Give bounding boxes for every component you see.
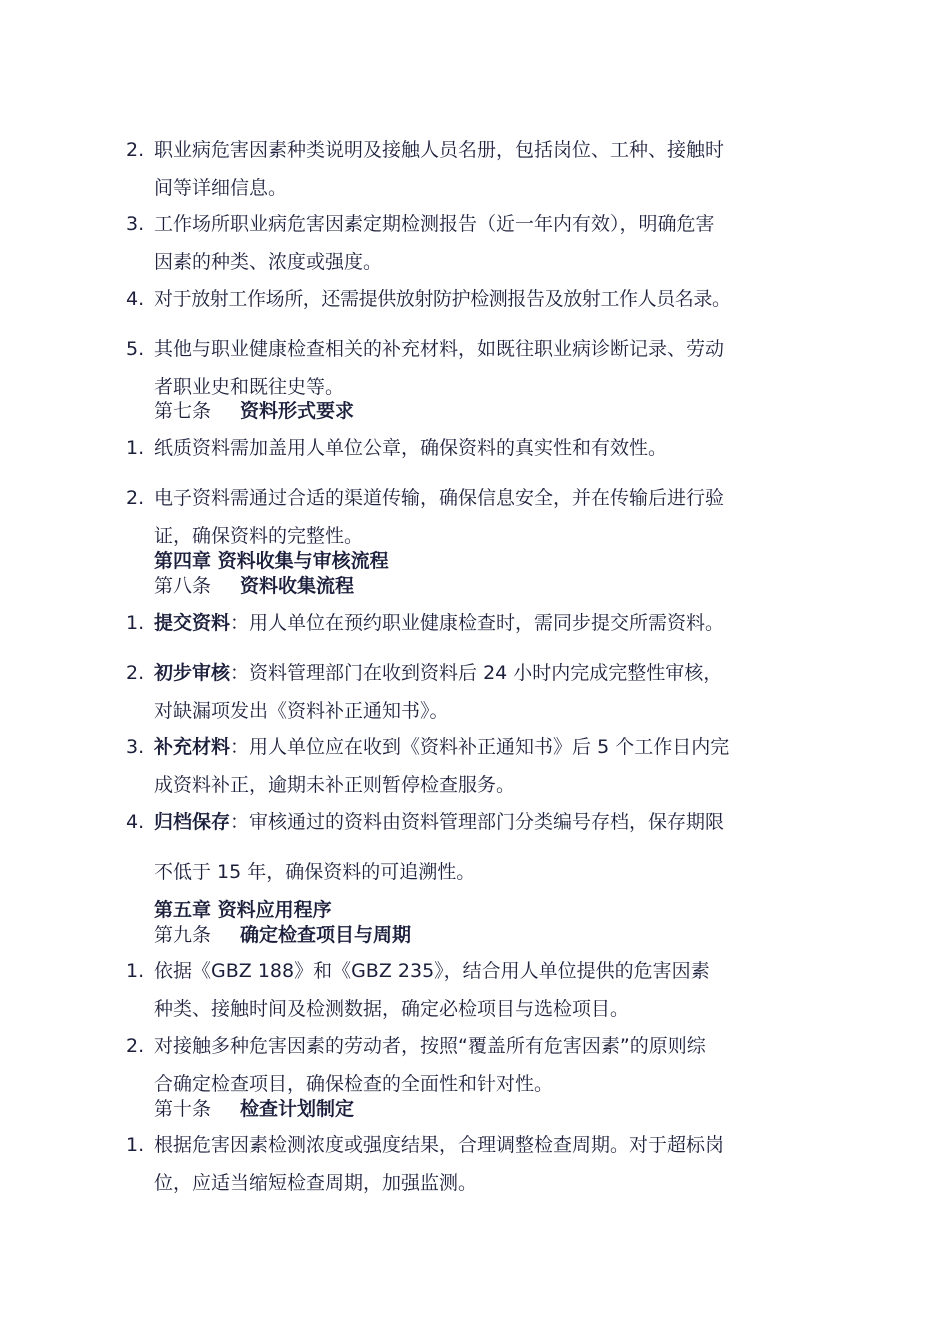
bold-term: 补充材料 [154, 736, 231, 758]
text-line: 对于放射工作场所，还需提供放射防护检测报告及放射工作人员名录。 [154, 288, 731, 310]
list-item-text [154, 654, 814, 730]
text-line: 成资料补正，逾期未补正则暂停检查服务。 [154, 774, 516, 796]
article-heading [154, 922, 411, 948]
list-number: 3. [126, 213, 145, 235]
article-heading [154, 573, 354, 599]
text-line: 证，确保资料的完整性。 [154, 525, 364, 547]
list-item-text [154, 1027, 814, 1103]
text-line: 种类、接触时间及检测数据，确定必检项目与选检项目。 [154, 998, 630, 1020]
list-number: 1. [126, 960, 145, 982]
text-line: 者职业史和既往史等。 [154, 376, 345, 398]
text-line: 审核通过的资料由资料管理部门分类编号存档，保存期限 [249, 811, 725, 833]
list-number: 4. [126, 811, 145, 833]
list-number: 4. [126, 288, 145, 310]
text-line: 工作场所职业病危害因素定期检测报告（近一年内有效），明确危害 [154, 213, 715, 235]
article-heading [154, 1096, 354, 1122]
list-number: 3. [126, 736, 145, 758]
text-line: 位，应适当缩短检查周期，加强监测。 [154, 1172, 478, 1194]
article-title: 检查计划制定 [240, 1098, 355, 1120]
list-item-text [154, 604, 814, 642]
text-line: 依据《GBZ 188》和《GBZ 235》，结合用人单位提供的危害因素 [154, 960, 710, 982]
list-item-text [154, 952, 814, 1028]
article-heading [154, 398, 354, 424]
separator: ： [230, 612, 250, 634]
list-item-text [154, 330, 814, 406]
text-line: 用人单位应在收到《资料补正通知书》后 5 个工作日内完 [249, 736, 730, 758]
text-line: 资料管理部门在收到资料后 24 小时内完成完整性审核， [249, 662, 723, 684]
article-number: 第十条 [154, 1098, 212, 1120]
text-line: 间等详细信息。 [154, 177, 288, 199]
separator: ： [230, 662, 250, 684]
text-line: 电子资料需通过合适的渠道传输，确保信息安全，并在传输后进行验 [154, 487, 725, 509]
list-number: 1. [126, 1134, 145, 1156]
list-number: 1. [126, 437, 145, 459]
list-number: 5. [126, 338, 145, 360]
article-title: 确定检查项目与周期 [240, 924, 412, 946]
list-number: 2. [126, 662, 145, 684]
list-item-text [154, 429, 814, 467]
separator: ： [230, 811, 250, 833]
article-title: 资料形式要求 [240, 400, 355, 422]
list-item-text [154, 803, 814, 891]
separator: ： [230, 736, 250, 758]
text-line: 纸质资料需加盖用人单位公章，确保资料的真实性和有效性。 [154, 437, 668, 459]
text-line: 其他与职业健康检查相关的补充材料，如既往职业病诊断记录、劳动 [154, 338, 725, 360]
list-item-text [154, 131, 814, 207]
article-number: 第八条 [154, 575, 212, 597]
text-line: 对缺漏项发出《资料补正通知书》。 [154, 700, 449, 722]
text-line: 职业病危害因素种类说明及接触人员名册，包括岗位、工种、接触时 [154, 139, 725, 161]
list-number: 2. [126, 139, 145, 161]
list-number: 2. [126, 487, 145, 509]
chapter-heading: 第五章 资料应用程序 [154, 899, 332, 921]
text-line: 用人单位在预约职业健康检查时，需同步提交所需资料。 [249, 612, 725, 634]
text-line: 不低于 15 年，确保资料的可追溯性。 [154, 861, 476, 883]
list-item-text [154, 1126, 814, 1202]
list-item-text [154, 280, 814, 318]
text-line: 因素的种类、浓度或强度。 [154, 251, 383, 273]
bold-term: 提交资料 [154, 612, 231, 634]
article-number: 第七条 [154, 400, 212, 422]
bold-term: 初步审核 [154, 662, 231, 684]
text-line: 根据危害因素检测浓度或强度结果，合理调整检查周期。对于超标岗 [154, 1134, 725, 1156]
chapter-heading: 第四章 资料收集与审核流程 [154, 550, 389, 572]
text-line: 对接触多种危害因素的劳动者，按照“覆盖所有危害因素”的原则综 [154, 1035, 706, 1057]
list-item-text [154, 479, 814, 555]
list-number: 2. [126, 1035, 145, 1057]
bold-term: 归档保存 [154, 811, 231, 833]
article-title: 资料收集流程 [240, 575, 355, 597]
article-number: 第九条 [154, 924, 212, 946]
list-item-text [154, 728, 814, 804]
list-number: 1. [126, 612, 145, 634]
list-item-text [154, 205, 814, 281]
text-line: 合确定检查项目，确保检查的全面性和针对性。 [154, 1073, 554, 1095]
